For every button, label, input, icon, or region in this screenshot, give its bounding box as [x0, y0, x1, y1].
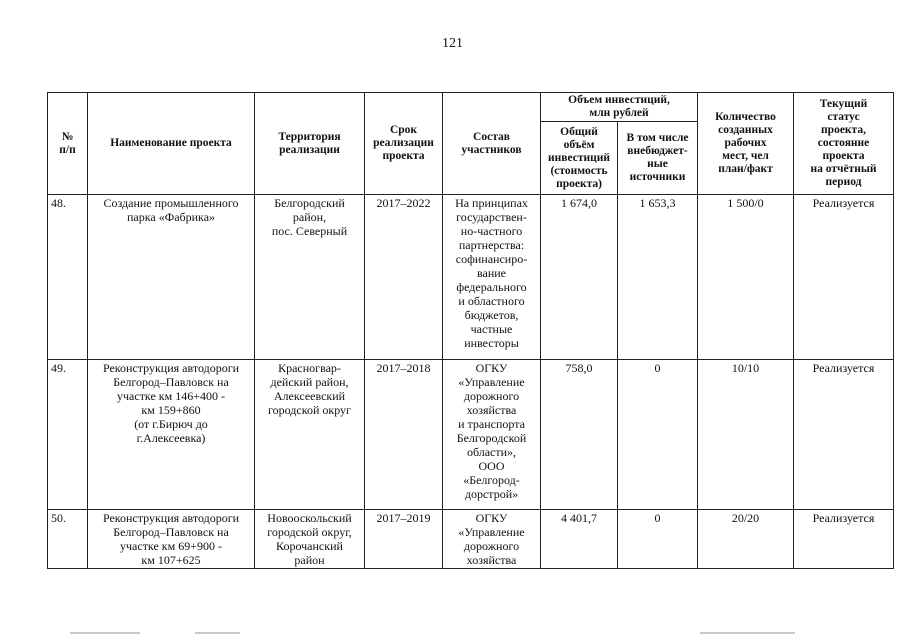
header-participants: Состав участников	[443, 93, 541, 195]
row-term: 2017–2019	[365, 510, 443, 569]
header-name: Наименование проекта	[88, 93, 255, 195]
row-participants: На принципах государствен- но-частного партнерства: софинансиро- вание федерального и областного бюджетов, частные инвесторы	[443, 195, 541, 360]
row-status: Реализуется	[794, 360, 894, 510]
row-status: Реализуется	[794, 510, 894, 569]
row-project-name: Создание промышленного парка «Фабрика»	[88, 195, 255, 360]
row-num: 49.	[48, 360, 88, 510]
page-number: 121	[442, 36, 463, 51]
row-jobs: 20/20	[698, 510, 794, 569]
header-status: Текущий статус проекта, состояние проекта на отчётный период	[794, 93, 894, 195]
row-territory: Красногвар- дейский район, Алексеевский городской округ	[255, 360, 365, 510]
row-total-investment: 4 401,7	[541, 510, 618, 569]
header-num: № п/п	[48, 93, 88, 195]
header-row-top	[48, 93, 894, 122]
scan-artifact	[70, 632, 140, 634]
header-territory: Территория реализации	[255, 93, 365, 195]
header-investments: Объем инвестиций, млн рублей	[541, 93, 698, 122]
table-row	[48, 195, 894, 360]
header-total: Общий объём инвестиций (стоимость проекта)	[541, 122, 618, 195]
row-term: 2017–2022	[365, 195, 443, 360]
row-term: 2017–2018	[365, 360, 443, 510]
row-project-name: Реконструкция автодороги Белгород–Павловск на участке км 146+400 - км 159+860 (от г.Бирюч до г.Алексеевка)	[88, 360, 255, 510]
scan-artifact	[700, 632, 795, 634]
row-project-name: Реконструкция автодороги Белгород–Павловск на участке км 69+900 - км 107+625	[88, 510, 255, 569]
table-row	[48, 360, 894, 510]
row-num: 48.	[48, 195, 88, 360]
header-jobs: Количество созданных рабочих мест, чел план/факт	[698, 93, 794, 195]
header-extrabudget: В том числе внебюджет- ные источники	[618, 122, 698, 195]
table-row	[48, 510, 894, 569]
row-territory: Новооскольский городской округ, Корочанский район	[255, 510, 365, 569]
header-term: Срок реализации проекта	[365, 93, 443, 195]
investment-projects-table	[47, 92, 894, 569]
row-participants: ОГКУ «Управление дорожного хозяйства и транспорта Белгородской области», ООО «Белгород- дорстрой»	[443, 360, 541, 510]
row-total-investment: 758,0	[541, 360, 618, 510]
scan-artifact	[195, 632, 240, 634]
row-status: Реализуется	[794, 195, 894, 360]
row-extrabudget: 0	[618, 510, 698, 569]
row-total-investment: 1 674,0	[541, 195, 618, 360]
row-num: 50.	[48, 510, 88, 569]
row-jobs: 1 500/0	[698, 195, 794, 360]
row-extrabudget: 0	[618, 360, 698, 510]
row-participants: ОГКУ «Управление дорожного хозяйства	[443, 510, 541, 569]
row-jobs: 10/10	[698, 360, 794, 510]
row-extrabudget: 1 653,3	[618, 195, 698, 360]
row-territory: Белгородский район, пос. Северный	[255, 195, 365, 360]
